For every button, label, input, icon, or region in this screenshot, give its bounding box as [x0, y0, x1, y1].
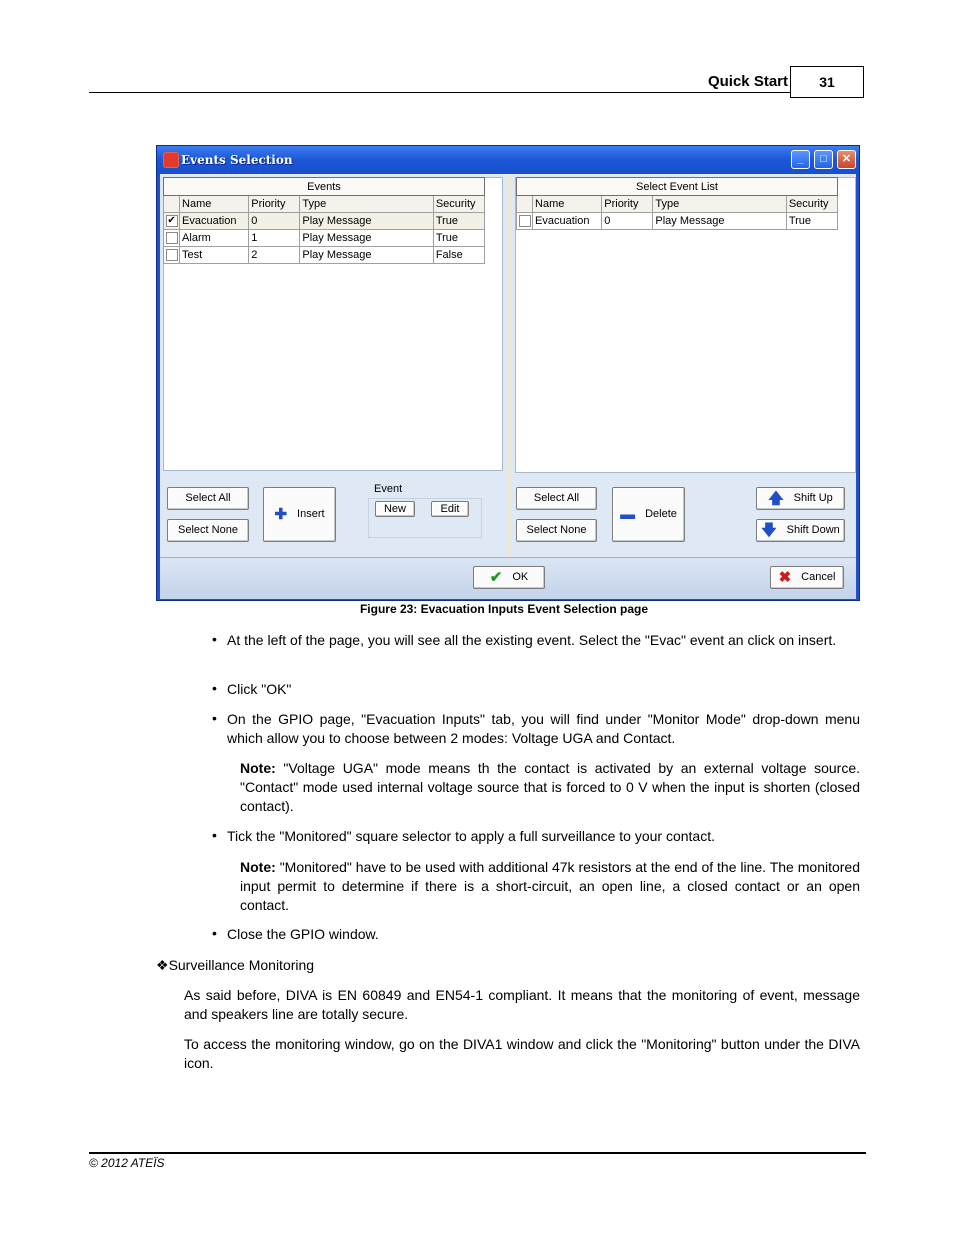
section-marker-icon: ❖	[156, 957, 169, 973]
row-checkbox[interactable]	[166, 232, 178, 244]
bullet-text-5: Close the GPIO window.	[227, 926, 379, 942]
cell-name: Alarm	[180, 230, 249, 247]
note-1-label: Note:	[240, 760, 276, 776]
select-none-button[interactable]: Select None	[167, 519, 249, 542]
events-table-caption: Events	[164, 178, 485, 196]
cell-name: Evacuation	[180, 213, 249, 230]
column-header-name[interactable]: Name	[533, 196, 602, 213]
paragraph-1: As said before, DIVA is EN 60849 and EN54-1 compliant. It means that the monitoring of event, message and speakers line are totally secure.	[184, 987, 860, 1022]
select-all-selected-button[interactable]: Select All	[516, 487, 597, 510]
column-header-priority[interactable]: Priority	[249, 196, 300, 213]
bullet-dot: •	[212, 827, 217, 843]
bullet-text-4: Tick the "Monitored" square selector to apply a full surveillance to your contact.	[227, 828, 715, 844]
selected-table-caption: Select Event List	[517, 178, 838, 196]
bullet-dot: •	[212, 680, 217, 696]
plus-icon: ✚	[274, 506, 288, 523]
cell-name: Evacuation	[533, 213, 602, 230]
column-header-security[interactable]: Security	[433, 196, 484, 213]
row-checkbox[interactable]	[166, 249, 178, 261]
note-2-text: "Monitored" have to be used with additional 47k resistors at the end of the line. The monitored input permit to determine if there is a short-circuit, an open line, a closed contact or an open contact.	[240, 859, 861, 913]
bullet-dot: •	[212, 631, 217, 647]
row-checkbox[interactable]: ✔	[167, 215, 176, 227]
close-button[interactable]: ✕	[837, 150, 856, 169]
delete-button[interactable]: ▬ Delete	[612, 487, 685, 542]
insert-button[interactable]: ✚ Insert	[263, 487, 336, 542]
cell-type: Play Message	[300, 230, 433, 247]
cell-priority: 2	[249, 247, 300, 264]
bullet-text-3: On the GPIO page, "Evacuation Inputs" tab, you will find under "Monitor Mode" drop-down menu which allow you to choose between 2 modes: Voltage UGA and Contact.	[227, 711, 860, 746]
cell-type: Play Message	[300, 247, 433, 264]
note-2-label: Note:	[240, 859, 276, 875]
cell-type: Play Message	[300, 213, 433, 230]
arrow-up-icon: 🡅	[768, 490, 784, 507]
column-header-name[interactable]: Name	[180, 196, 249, 213]
cell-security: True	[786, 213, 837, 230]
table-row[interactable]	[164, 247, 485, 264]
arrow-down-icon: 🡇	[761, 522, 777, 539]
cell-security: False	[433, 247, 484, 264]
checkmark-icon: ✔	[489, 569, 503, 586]
bullet-text-1: At the left of the page, you will see all the existing event. Select the "Evac" event an click on insert.	[227, 632, 837, 648]
column-header-type[interactable]: Type	[653, 196, 786, 213]
table-row[interactable]	[164, 230, 485, 247]
header-rule	[89, 92, 790, 93]
cell-priority: 0	[602, 213, 653, 230]
column-header-priority[interactable]: Priority	[602, 196, 653, 213]
window-title: Events Selection	[181, 153, 293, 167]
note-1	[240, 759, 860, 816]
select-all-button[interactable]: Select All	[167, 487, 249, 510]
paragraph-2: To access the monitoring window, go on the DIVA1 window and click the "Monitoring" button under the DIVA icon.	[184, 1036, 860, 1071]
footer-copyright: © 2012 ATEÏS	[89, 1156, 165, 1170]
cross-icon: ✖	[778, 569, 792, 586]
row-checkbox[interactable]	[519, 215, 531, 227]
cell-priority: 0	[249, 213, 300, 230]
note-1-text: "Voltage UGA" mode means th the contact is activated by an external voltage source. "Contact" mode used internal voltage source that is forced to 0 V when the input is shorten (closed contact).	[240, 760, 861, 814]
running-header-title: Quick Start	[707, 73, 788, 90]
app-icon	[163, 152, 179, 168]
events-table	[163, 177, 485, 264]
minimize-button[interactable]: _	[791, 150, 810, 169]
table-row[interactable]	[164, 213, 485, 230]
event-group-label: Event	[374, 483, 403, 495]
ok-button[interactable]: ✔ OK	[473, 566, 545, 589]
selected-events-table	[516, 177, 838, 230]
cell-priority: 1	[249, 230, 300, 247]
dialog-client-area	[160, 174, 856, 598]
window-titlebar[interactable]	[157, 146, 859, 174]
bullet-dot: •	[212, 925, 217, 941]
bullet-dot: •	[212, 710, 217, 726]
dialog-bottom-bar	[160, 557, 856, 599]
section-title: Surveillance Monitoring	[168, 957, 315, 973]
shift-down-button[interactable]: 🡇 Shift Down	[756, 519, 845, 542]
minus-icon: ▬	[620, 506, 636, 523]
select-none-selected-button[interactable]: Select None	[516, 519, 597, 542]
footer-rule	[89, 1152, 866, 1154]
figure-caption: Figure 23: Evacuation Inputs Event Selection page	[359, 602, 649, 616]
new-event-button[interactable]: New	[375, 501, 415, 517]
shift-up-button[interactable]: 🡅 Shift Up	[756, 487, 845, 510]
column-header-security[interactable]: Security	[786, 196, 837, 213]
column-header-type[interactable]: Type	[300, 196, 433, 213]
cell-type: Play Message	[653, 213, 786, 230]
section-heading	[156, 956, 556, 975]
page-number: 31	[790, 66, 864, 98]
events-selection-window	[156, 145, 860, 601]
maximize-button[interactable]: □	[814, 150, 833, 169]
table-row[interactable]	[517, 213, 838, 230]
cancel-button[interactable]: ✖ Cancel	[770, 566, 844, 589]
cell-security: True	[433, 230, 484, 247]
bullet-text-2: Click "OK"	[227, 681, 292, 697]
cell-security: True	[433, 213, 484, 230]
note-2	[240, 858, 860, 915]
edit-event-button[interactable]: Edit	[431, 501, 469, 517]
cell-name: Test	[180, 247, 249, 264]
